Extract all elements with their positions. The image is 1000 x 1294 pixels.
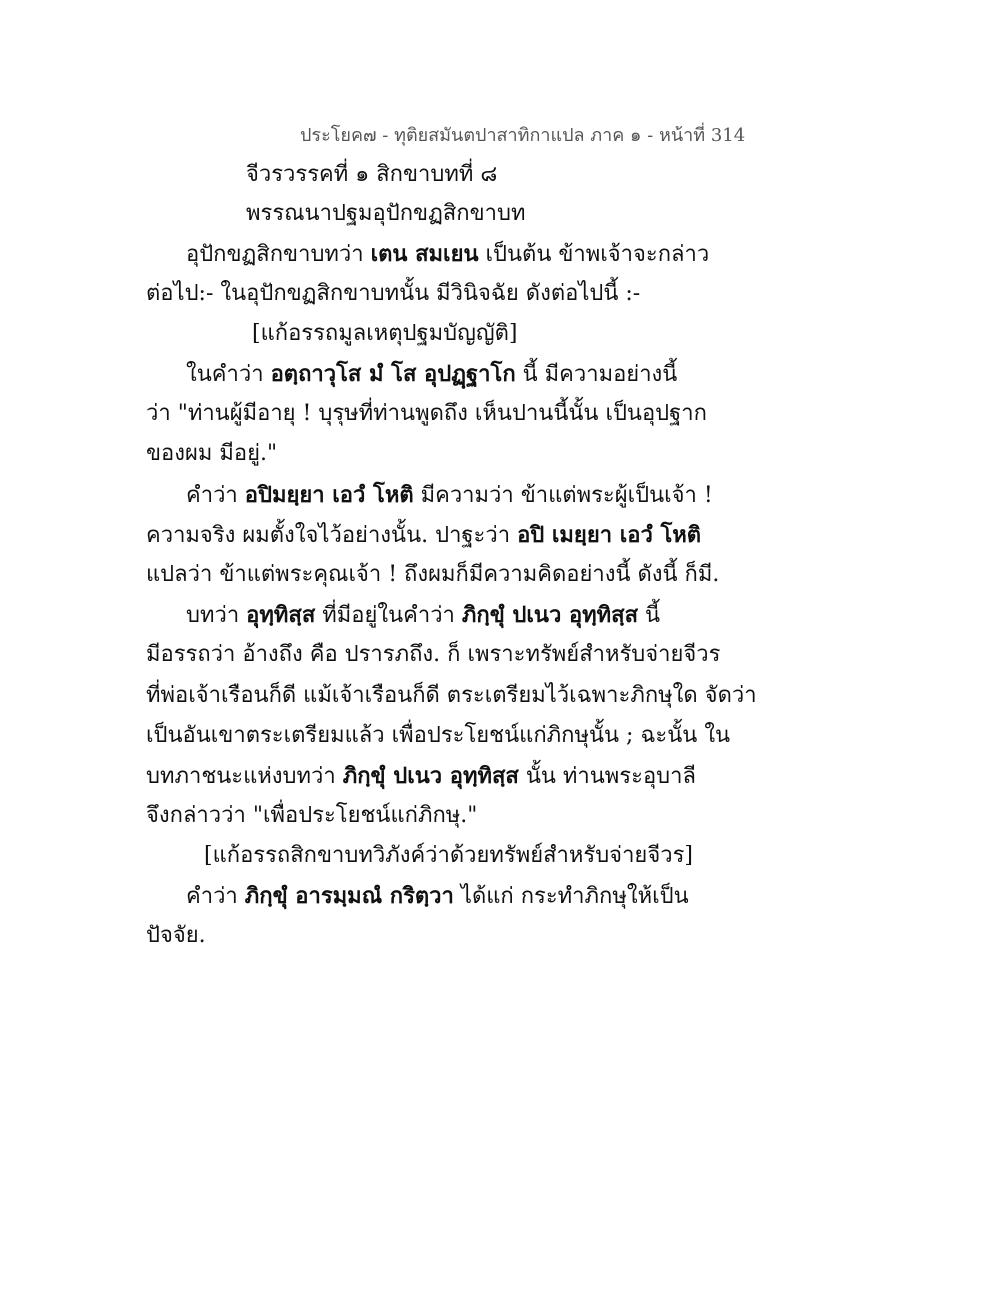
paragraph-2-line-1: ในคำว่า อตฺถาวุโส มํ โส อุปฏฺฐาโก นี้ มีความอย่างนี้ bbox=[186, 361, 678, 387]
paragraph-4-line-1: บทว่า อุทฺทิสฺส ที่มีอยู่ในคำว่า ภิกฺขุํ ปเนว อุทฺทิสฺส นี้ bbox=[186, 602, 661, 628]
chapter-title: จีวรวรรคที่ ๑ สิกขาบทที่ ๘ bbox=[246, 162, 498, 187]
paragraph-5-line-1: คำว่า ภิกฺขุํ อารมฺมณํ กริตฺวา ได้แก่ กระทำภิกษุให้เป็น bbox=[186, 883, 689, 909]
pali-term: อุทฺทิสฺส bbox=[246, 602, 316, 628]
paragraph-3-line-1: คำว่า อปิมยฺยา เอวํ โหติ มีความว่า ข้าแต่พระผู้เป็นเจ้า ! bbox=[186, 482, 713, 508]
pali-term: อปิ เมยฺยา เอวํ โหติ bbox=[517, 522, 702, 548]
paragraph-1-line-2: ต่อไป:- ในอุปักขฏสิกขาบทนั้น มีวินิจฉัย ดังต่อไปนี้ :- bbox=[146, 281, 641, 306]
section-title: พรรณนาปฐมอุปักขฏสิกขาบท bbox=[246, 201, 526, 226]
pali-term: ภิกฺขุํ อารมฺมณํ กริตฺวา bbox=[244, 883, 454, 909]
paragraph-5-line-2: ปัจจัย. bbox=[146, 923, 206, 948]
paragraph-4-line-2: มีอรรถว่า อ้างถึง คือ ปรารภถึง. ก็ เพราะทรัพย์สำหรับจ่ายจีวร bbox=[146, 642, 721, 667]
paragraph-1-line-1: อุปักขฏสิกขาบทว่า เตน สมเยน เป็นต้น ข้าพเจ้าจะกล่าว bbox=[186, 241, 710, 267]
paragraph-2-line-3: ของผม มีอยู่." bbox=[146, 441, 278, 466]
paragraph-3-line-3: แปลว่า ข้าแต่พระคุณเจ้า ! ถึงผมก็มีความคิดอย่างนี้ ดังนี้ ก็มี. bbox=[146, 562, 720, 587]
pali-term: อปิมยฺยา เอวํ โหติ bbox=[244, 482, 414, 508]
pali-term: ภิกฺขุํ ปเนว อุทฺทิสฺส bbox=[342, 763, 519, 789]
paragraph-4-line-3: ที่พ่อเจ้าเรือนก็ดี แม้เจ้าเรือนก็ดี ตระเตรียมไว้เฉพาะภิกษุใด จัดว่า bbox=[146, 683, 757, 708]
paragraph-4-line-4: เป็นอันเขาตระเตรียมแล้ว เพื่อประโยชน์แก่ภิกษุนั้น ; ฉะนั้น ใน bbox=[146, 723, 731, 748]
subheading-analysis: [แก้อรรถสิกขาบทวิภังค์ว่าด้วยทรัพย์สำหรับจ่ายจีวร] bbox=[204, 843, 693, 868]
pali-term: ภิกฺขุํ ปเนว อุทฺทิสฺส bbox=[461, 602, 639, 628]
page-header: ประโยค๗ - ทุติยสมันตปาสาทิกาแปล ภาค ๑ - หน้าที่ 314 bbox=[300, 125, 746, 146]
paragraph-3-line-2: ความจริง ผมตั้งใจไว้อย่างนั้น. ปาฐะว่า อปิ เมยฺยา เอวํ โหติ bbox=[146, 522, 702, 548]
pali-term: อตฺถาวุโส มํ โส อุปฏฺฐาโก bbox=[270, 361, 516, 387]
paragraph-4-line-5: บทภาชนะแห่งบทว่า ภิกฺขุํ ปเนว อุทฺทิสฺส นั้น ท่านพระอุบาลี bbox=[146, 763, 696, 789]
paragraph-4-line-6: จึงกล่าวว่า "เพื่อประโยชน์แก่ภิกษุ." bbox=[146, 803, 478, 828]
paragraph-2-line-2: ว่า "ท่านผู้มีอายุ ! บุรุษที่ท่านพูดถึง เห็นปานนี้นั้น เป็นอุปฐาก bbox=[146, 401, 707, 426]
subheading-origin: [แก้อรรถมูลเหตุปฐมบัญญัติ] bbox=[252, 321, 518, 346]
pali-term: เตน สมเยน bbox=[370, 241, 479, 267]
